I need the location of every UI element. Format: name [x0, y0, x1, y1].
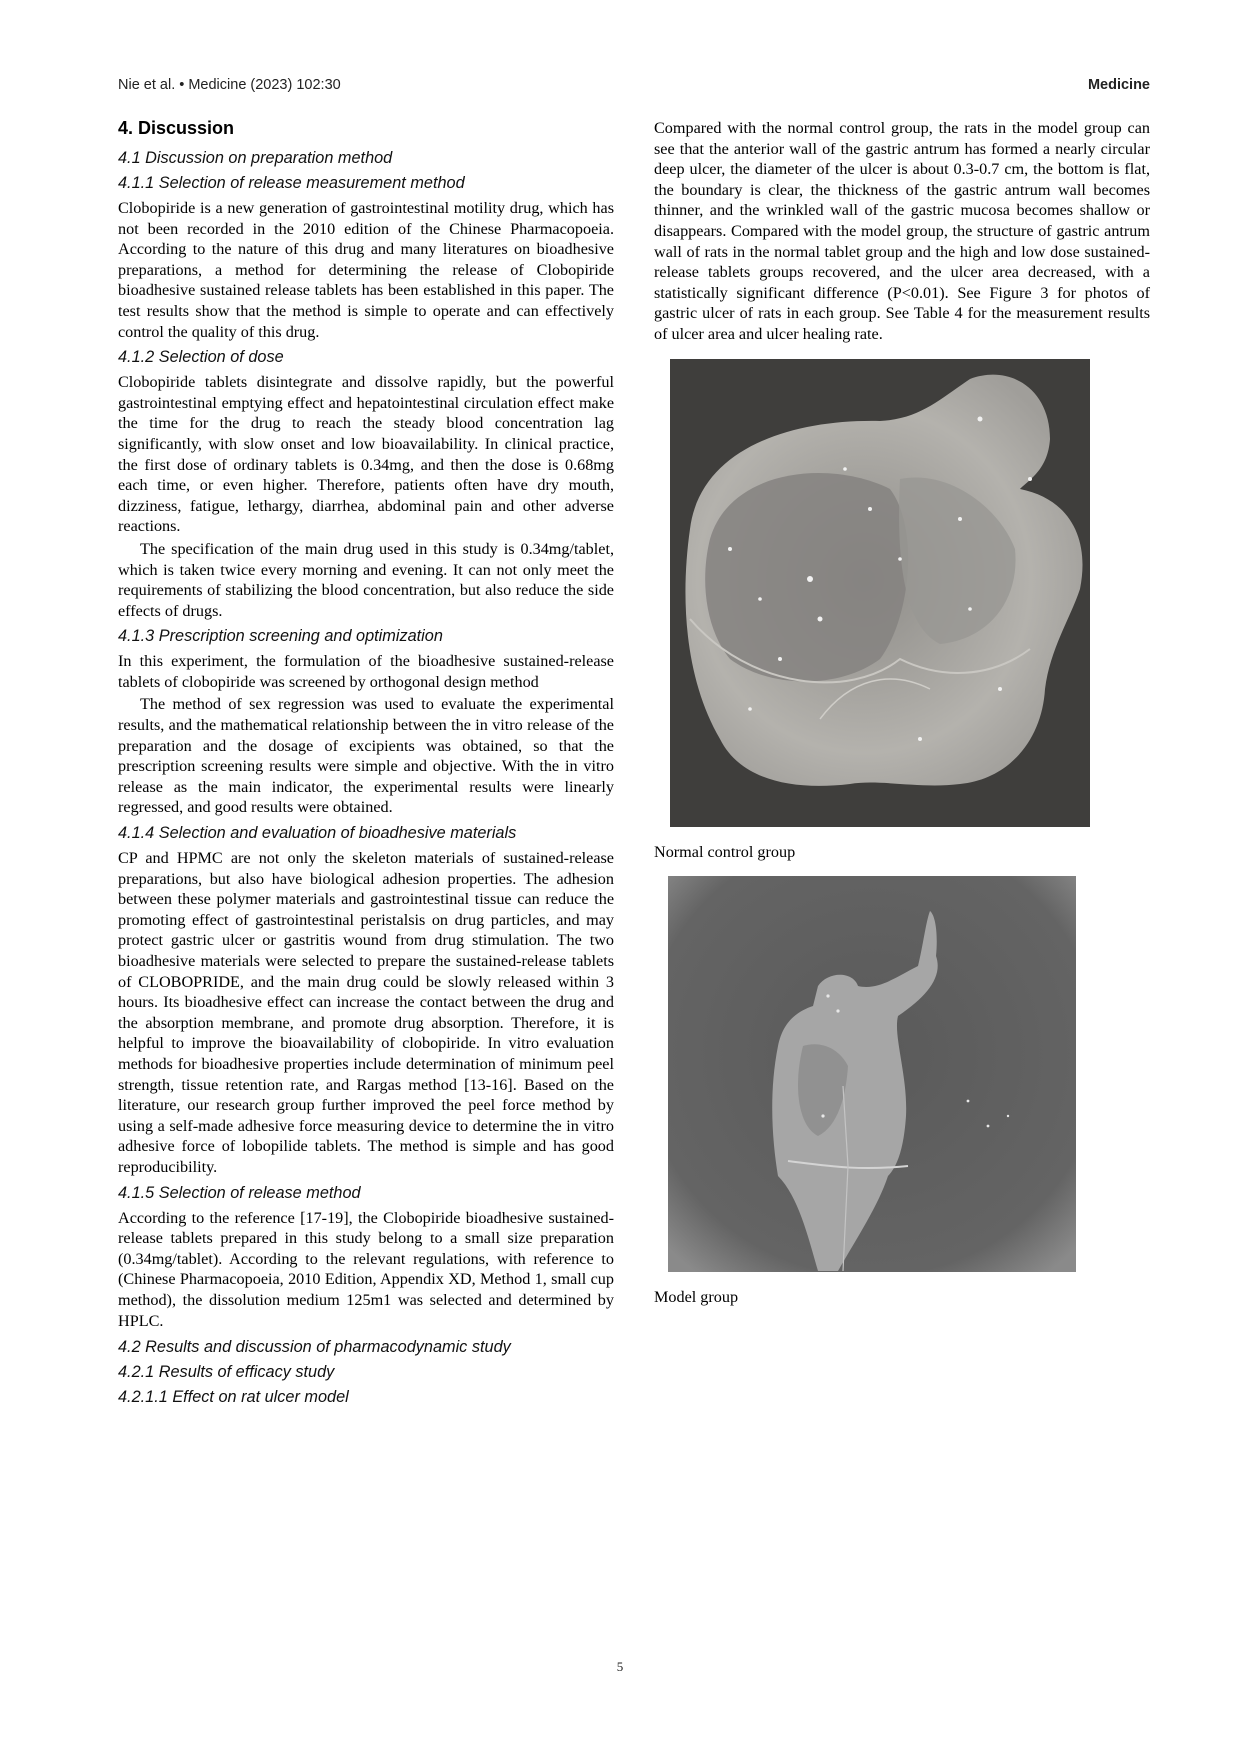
- subsection-heading: 4.1.4 Selection and evaluation of bioadhesive materials: [118, 824, 517, 843]
- figure-model-group: [654, 876, 1150, 1307]
- paragraph: Compared with the normal control group, the rats in the model group can see that the anterior wall of the gastric antrum has formed a nearly circular deep ulcer, the diameter of the ulcer is about 0.3-0.7 cm, the bottom is flat, the boundary is clear, the thickness of the gastric antrum wall becomes thinner, and the wrinkled wall of the gastric mucosa becomes shallow or disappears. Compared with the model group, the structure of gastric antrum wall of rats in the normal tablet group and the high and low dose sustained-release tablets groups recovered, and the ulcer area decreased, with a statistically significant difference (P<0.01). See Figure 3 for photos of gastric ulcer of rats in each group. See Table 4 for the measurement results of ulcer area and ulcer healing rate.: [654, 119, 1150, 343]
- stomach-photo-normal: [670, 359, 1090, 827]
- subsection-heading: 4.1.2 Selection of dose: [118, 348, 284, 367]
- paragraph: In this experiment, the formulation of the bioadhesive sustained-release tablets of clobopiride was screened by orthogonal design method: [118, 652, 614, 691]
- citation-text: Nie et al. • Medicine (2023) 102:30: [118, 77, 341, 93]
- figure-caption: Model group: [654, 1287, 739, 1306]
- journal-name: Medicine: [1087, 77, 1150, 93]
- paragraph: The method of sex regression was used to evaluate the experimental results, and the mathematical relationship between the in vitro release of the preparation and the dosage of excipients was obtained, so that the prescription screening results were simple and objective. With the in vitro release as the main indicator, the experimental results were linearly regressed, and good results were obtained.: [118, 695, 614, 817]
- subsection-heading: 4.2.1 Results of efficacy study: [118, 1363, 335, 1382]
- subsection-heading: 4.2 Results and discussion of pharmacodynamic study: [118, 1338, 511, 1357]
- subsection-heading: 4.1.5 Selection of release method: [118, 1183, 361, 1202]
- running-header: [118, 77, 1150, 99]
- subsection-heading: 4.1 Discussion on preparation method: [118, 149, 393, 167]
- paragraph: Clobopiride is a new generation of gastrointestinal motility drug, which has not been recorded in the 2010 edition of the Chinese Pharmacopoeia. According to the nature of this drug and many literatures on bioadhesive preparations, a method for determining the release of Clobopiride bioadhesive sustained release tablets has been established in this paper. The test results show that the method is simple to operate and can effectively control the quality of this drug.: [118, 199, 614, 341]
- stomach-photo-model: [668, 876, 1076, 1272]
- paragraph: CP and HPMC are not only the skeleton materials of sustained-release preparations, but also have biological adhesion properties. The adhesion between these polymer materials and gastrointestinal tissue can reduce the promoting effect of gastrointestinal peristalsis on drug particles, and may protect gastric ulcer or gastritis wound from drug stimulation. The two bioadhesive materials were selected to prepare the sustained-release tablets of CLOBOPRIDE, and the main drug could be slowly released within 3 hours. Its bioadhesive effect can increase the contact between the drug and the absorption membrane, and promote drug absorption. Therefore, it is helpful to improve the bioavailability of clobopiride. In vitro evaluation methods for bioadhesive properties include determination of minimum peel strength, tissue retention rate, and Rargas method [13-16]. Based on the literature, our research group further improved the peel force method by using a self-made adhesive force measuring device to determine the in vitro adhesive force of lobopilide tablets. The method is simple and has good reproducibility.: [118, 849, 614, 1176]
- paragraph: According to the reference [17-19], the Clobopiride bioadhesive sustained-release tablets prepared in this study belong to a small size preparation (0.34mg/tablet). According to the relevant regulations, with reference to (Chinese Pharmacopoeia, 2010 Edition, Appendix XD, Method 1, small cup method), the dissolution medium 125m1 was selected and determined by HPLC.: [118, 1208, 614, 1330]
- paragraph: The specification of the main drug used in this study is 0.34mg/tablet, which is taken twice every morning and evening. It can not only meet the requirements of stabilizing the blood concentration, but also reduce the side effects of drugs.: [118, 539, 614, 620]
- paragraph: Clobopiride tablets disintegrate and dissolve rapidly, but the powerful gastrointestinal emptying effect and hepatointestinal circulation effect make the time for the drug to reach the steady blood concentration lag significantly, with slow onset and low bioavailability. In clinical practice, the first dose of ordinary tablets is 0.34mg, and then the dose is 0.68mg each time, or even higher. Therefore, patients often have dry mouth, dizziness, fatigue, lethargy, diarrhea, abdominal pain and other adverse reactions.: [118, 373, 614, 536]
- subsection-heading: 4.2.1.1 Effect on rat ulcer model: [118, 1388, 349, 1407]
- figure-caption: Normal control group: [654, 842, 796, 861]
- section-title: 4. Discussion: [118, 118, 235, 138]
- page-number: 5: [616, 1659, 624, 1674]
- left-column: [118, 116, 614, 1412]
- subsection-heading: 4.1.3 Prescription screening and optimization: [118, 627, 443, 646]
- right-column: [654, 118, 1150, 1307]
- subsection-heading: 4.1.1 Selection of release measurement method: [118, 174, 465, 192]
- figure-normal-control: [654, 359, 1150, 862]
